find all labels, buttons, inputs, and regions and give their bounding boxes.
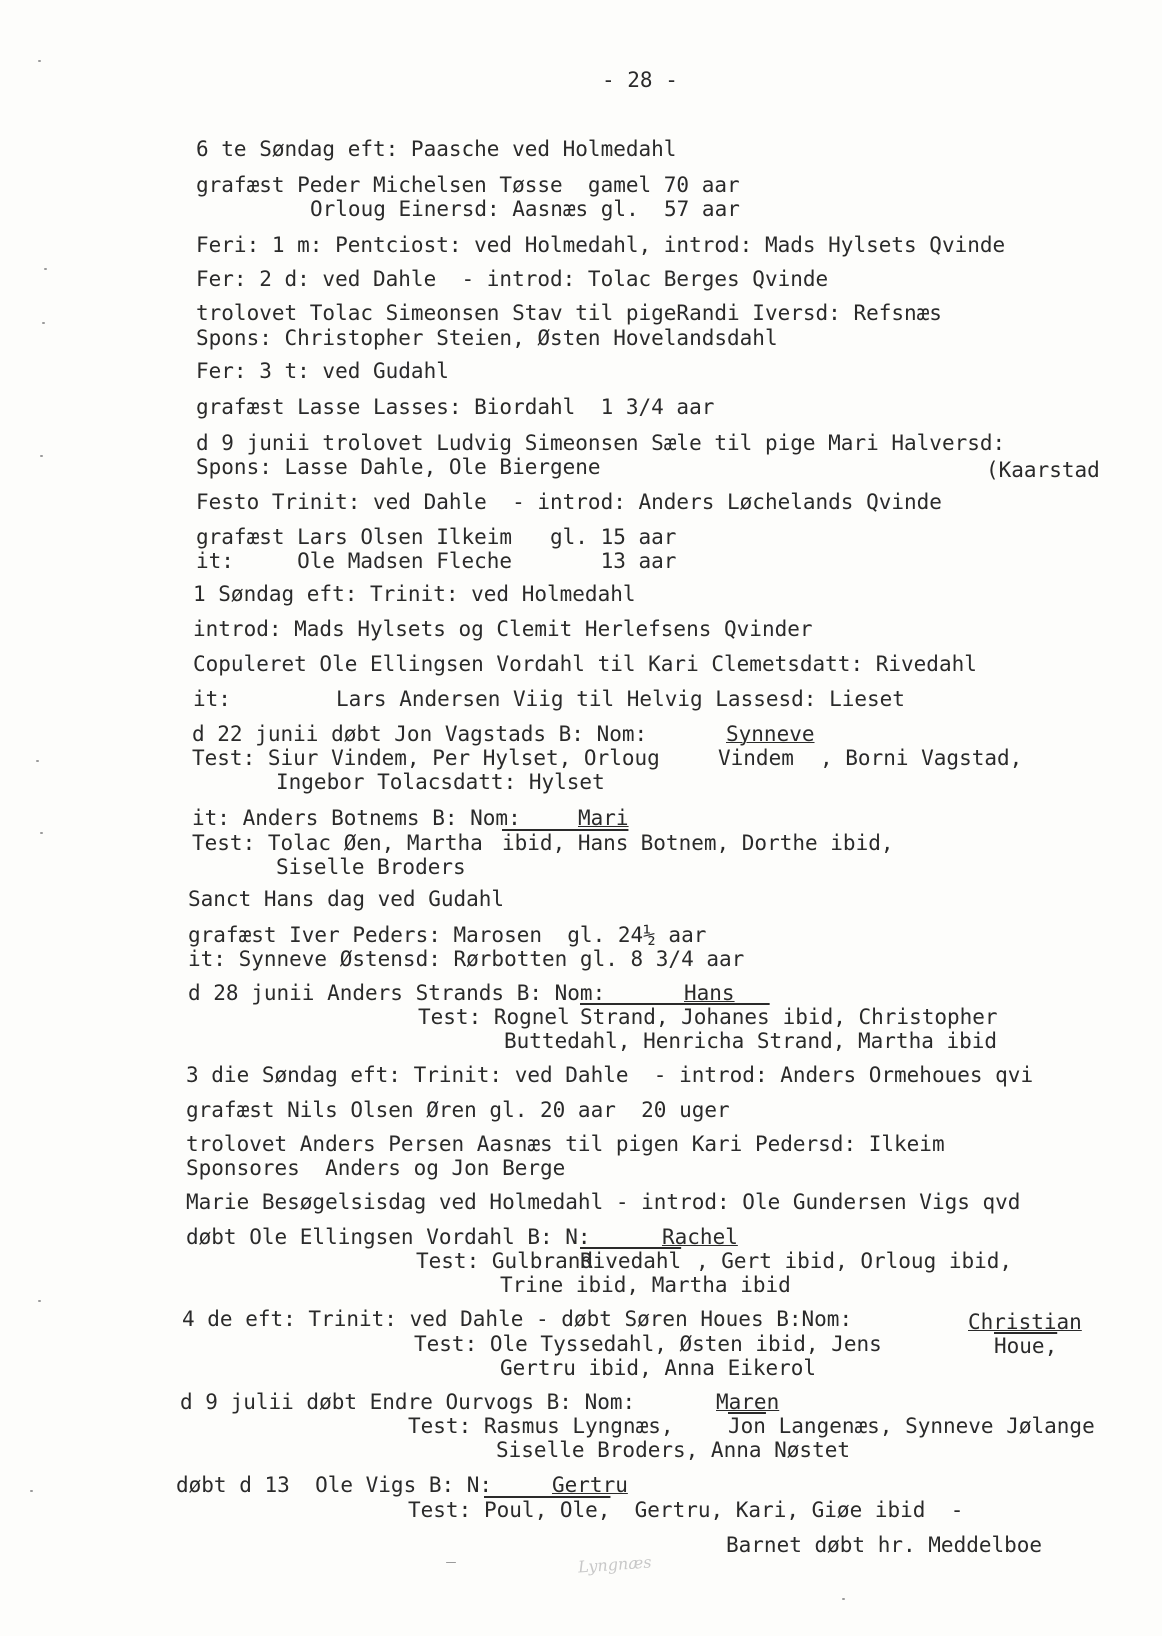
entry-line: Test: Siur Vindem, Per Hylset, Orloug [192,746,660,770]
entry-line: it: Anders Botnems B: Nom: [192,806,521,830]
entry-heading: 3 die Søndag eft: Trinit: ved Dahle - introd: Anders Ormehoues qvi [186,1063,1034,1087]
scan-speck [38,60,41,62]
entry-line-continuation: (Kaarstad [986,458,1100,482]
entry-heading: Marie Besøgelsisdag ved Holmedahl - introd: Ole Gundersen Vigs qvd [186,1190,1021,1214]
entry-line: ibid, Christopher [770,1005,998,1029]
entry-line: 4 de eft: Trinit: ved Dahle - døbt Søren Houes B:Nom: [182,1307,853,1331]
scan-speck [38,1300,41,1302]
scan-speck [42,322,45,324]
entry-line: d 9 julii døbt Endre Ourvogs B: Nom: [180,1390,636,1414]
entry-line: Langenæs, Synneve Jølange [766,1414,1095,1438]
entry-heading: Sanct Hans dag ved Gudahl [188,887,505,911]
child-name: Christian [968,1310,1082,1334]
entry-line: trolovet Tolac Simeonsen Stav til pigeRandi Iversd: Refsnæs [196,301,942,325]
entry-line: Gertru ibid, Anna Eikerol [500,1356,817,1380]
entry-line: grafæst Nils Olsen Øren gl. 20 aar 20 uger [186,1098,730,1122]
entry-line: , Borni Vagstad, [820,746,1023,770]
entry-line: Barnet døbt hr. Meddelboe [726,1533,1043,1557]
entry-line: Copuleret Ole Ellingsen Vordahl til Kari Clemetsdatt: Rivedahl [193,652,977,676]
entry-line: døbt Ole Ellingsen Vordahl B: N: [186,1225,591,1249]
scan-speck [446,1562,456,1563]
entry-line: Trine ibid, Martha ibid [500,1273,791,1297]
entry-line: Ingebor Tolacsdatt: Hylset [276,770,605,794]
entry-line: Lars Andersen Viig til Helvig Lassesd: Lieset [336,687,905,711]
entry-line: Test: Rognel [418,1005,570,1029]
entry-line: Gertru, Kari, Giøe ibid - [622,1498,964,1522]
entry-line: Orloug Einersd: Aasnæs gl. 57 aar [310,197,740,221]
entry-line: Buttedahl, Henricha Strand, Martha ibid [504,1029,998,1053]
child-name: Mari [578,806,629,830]
entry-line: it: Ole Madsen Fleche 13 aar [196,549,677,573]
entry-line: it: [193,687,231,711]
page-number: - 28 - [602,68,678,92]
pencil-note: Lyngnæs [577,1552,653,1577]
entry-heading: 6 te Søndag eft: Paasche ved Holmedahl [196,137,677,161]
entry-line: Test: Rasmus Lyngnæs, [408,1414,674,1438]
entry-line: , Gert ibid, Orloug ibid, [696,1249,1013,1273]
struck-text: Strand, Johanes [580,1005,770,1029]
entry-line: introd: Mads Hylsets og Clemit Herlefsens Qvinder [193,617,813,641]
entry-line: Sponsores Anders og Jon Berge [186,1156,566,1180]
entry-line: grafæst Lars Olsen Ilkeim gl. 15 aar [196,525,677,549]
entry-line: it: Synneve Østensd: Rørbotten gl. 8 3/4 aar [188,947,745,971]
entry-line: Test: [408,1498,472,1522]
entry-line: d 9 junii trolovet Ludvig Simeonsen Sæle til pige Mari Halversd: [196,431,1006,455]
struck-text: Vindem [718,746,794,770]
struck-text: Poul, Ole, [484,1498,611,1522]
entry-line: grafæst Iver Peders: Marosen gl. 24½ aar [188,923,707,947]
entry-heading: Fer: 2 d: ved Dahle - introd: Tolac Berges Qvinde [196,267,829,291]
scan-speck [36,760,39,762]
struck-text: Rivedahl [580,1249,682,1273]
scan-speck [44,268,47,270]
scan-speck [30,1490,33,1492]
entry-line: Siselle Broders [276,855,466,879]
entry-line: døbt d 13 Ole Vigs B: N: [176,1473,493,1497]
child-name: Gertru [552,1473,628,1497]
entry-line: Spons: Lasse Dahle, Ole Biergene [196,455,601,479]
child-name: Maren [716,1390,780,1414]
struck-text: $\overline{Jon}$ [728,1414,766,1438]
struck-text: Houe, [994,1334,1058,1358]
entry-line: d 28 junii Anders Strands B: Nom: [188,981,606,1005]
entry-line: trolovet Anders Persen Aasnæs til pigen Kari Pedersd: Ilkeim [186,1132,945,1156]
child-name: Synneve [726,722,815,746]
entry-line: grafæst Peder Michelsen Tøsse gamel 70 aar [196,173,740,197]
entry-line: Botnem, Dorthe ibid, [628,831,894,855]
entry-line: Siselle Broders, Anna Nøstet [496,1438,851,1462]
entry-line: Test: Ole Tyssedahl, Østen ibid, Jens [414,1332,882,1356]
child-name: Rachel [662,1225,738,1249]
entry-line: Test: Gulbrand [416,1249,594,1273]
entry-line: grafæst Lasse Lasses: Biordahl 1 3/4 aar [196,395,715,419]
entry-heading: Fer: 3 t: ved Gudahl [196,359,449,383]
entry-heading: Feri: 1 m: Pentciost: ved Holmedahl, introd: Mads Hylsets Qvinde [196,233,1006,257]
entry-line: Test: Tolac Øen, Martha [192,831,483,855]
scan-speck [842,1598,845,1600]
entry-heading: Festo Trinit: ved Dahle - introd: Anders Løchelands Qvinde [196,490,942,514]
struck-text: ibid, Hans [502,831,629,855]
entry-line: d 22 junii døbt Jon Vagstads B: Nom: [192,722,648,746]
scan-speck [40,455,43,457]
child-name: Hans [684,981,735,1005]
scan-speck [40,832,43,834]
entry-line: Spons: Christopher Steien, Østen Hovelandsdahl [196,326,778,350]
entry-heading: 1 Søndag eft: Trinit: ved Holmedahl [193,582,636,606]
